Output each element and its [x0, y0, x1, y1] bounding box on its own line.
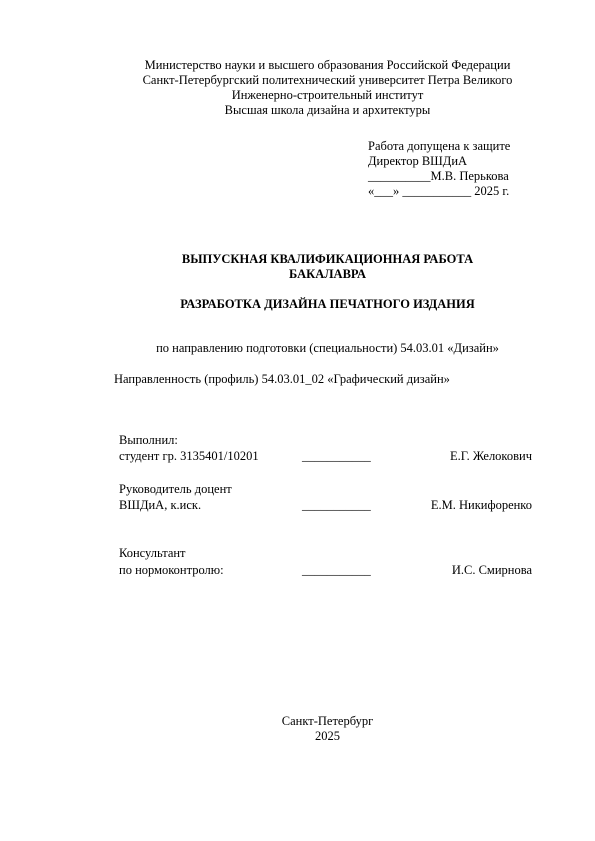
performer-label: Выполнил:: [119, 433, 178, 447]
ministry-header: [0, 58, 595, 118]
consultant-name: И.С. Смирнова: [451, 563, 532, 577]
institute-line: Инженерно-строительный институт: [231, 88, 424, 102]
approval-title: Работа допущена к защите: [368, 139, 511, 153]
supervisor-affiliation: ВШДиА, к.иск.: [119, 498, 202, 512]
performer-name: Е.Г. Желокович: [450, 449, 532, 463]
performer-group: студент гр. 3135401/10201: [119, 449, 259, 463]
supervisor-signature-line: ___________: [302, 498, 371, 512]
footer-city: Санкт-Петербург: [281, 714, 374, 728]
approval-block: [368, 139, 510, 199]
consultant-signature-line: ___________: [302, 563, 371, 577]
thesis-topic: РАЗРАБОТКА ДИЗАЙНА ПЕЧАТНОГО ИЗДАНИЯ: [180, 297, 475, 311]
supervisor-label: Руководитель доцент: [119, 482, 232, 496]
consultant-label: Консультант: [119, 546, 186, 560]
footer-year: 2025: [315, 729, 340, 743]
approval-director: Директор ВШДиА: [368, 154, 468, 168]
supervisor-name: Е.М. Никифоренко: [430, 498, 532, 512]
consultant-role: по нормоконтролю:: [119, 563, 224, 577]
school-line: Высшая школа дизайна и архитектуры: [224, 103, 431, 117]
performer-signature-line: ___________: [302, 449, 371, 463]
thesis-type-line2: БАКАЛАВРА: [289, 267, 366, 281]
approval-signature: __________М.В. Перькова: [368, 169, 509, 183]
thesis-type: [0, 252, 595, 282]
footer: [0, 714, 595, 744]
thesis-profile: Направленность (профиль) 54.03.01_02 «Графический дизайн»: [114, 372, 450, 386]
approval-date: «___» ___________ 2025 г.: [368, 184, 510, 198]
ministry-line: Министерство науки и высшего образования Российской Федерации: [144, 58, 511, 72]
university-line: Санкт-Петербургский политехнический университет Петра Великого: [142, 73, 513, 87]
thesis-direction: по направлению подготовки (специальности) 54.03.01 «Дизайн»: [156, 341, 499, 355]
thesis-type-line1: ВЫПУСКНАЯ КВАЛИФИКАЦИОННАЯ РАБОТА: [181, 252, 474, 266]
